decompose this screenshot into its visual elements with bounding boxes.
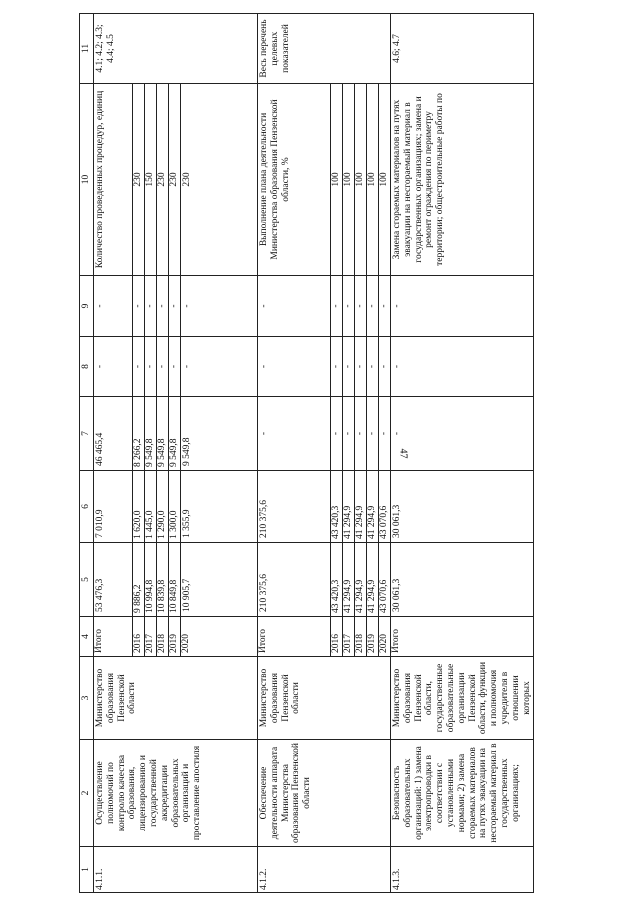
cell-c6: 1 445,0 — [145, 471, 157, 543]
cell-c6: 1 355,9 — [181, 471, 258, 543]
cell-c7: - — [355, 397, 367, 471]
cell-c9: - — [145, 276, 157, 337]
total-label: Итого — [258, 617, 331, 657]
target-indicators: 4.6; 4.7 — [391, 14, 534, 84]
year: 2017 — [343, 617, 355, 657]
cell-c9: - — [181, 276, 258, 337]
cell-c5: 9 886,2 — [133, 543, 145, 617]
cell-c7: - — [367, 397, 379, 471]
col-header: 4 — [80, 617, 94, 657]
cell-c7: - — [258, 397, 331, 471]
cell-c8: - — [145, 337, 157, 397]
cell-c7: 8 266,2 — [133, 397, 145, 471]
target-indicators: Весь перечень целевых показателей — [258, 14, 391, 84]
cell-c9: - — [94, 276, 133, 337]
cell-c6: 7 010,9 — [94, 471, 133, 543]
row-code: 4.1.1. — [94, 847, 258, 893]
indicator: Количество проведенных процедур, единиц — [94, 84, 133, 276]
cell-c7: - — [391, 397, 534, 471]
cell-c5: 41 294,9 — [343, 543, 355, 617]
cell-c8: - — [181, 337, 258, 397]
cell-c5: 53 476,3 — [94, 543, 133, 617]
cell-c8: - — [355, 337, 367, 397]
indicator: Выполнение плана деятельности Министерства образования Пензенской области, % — [258, 84, 331, 276]
cell-c6: 1 290,0 — [157, 471, 169, 543]
year: 2016 — [133, 617, 145, 657]
cell-c5: 43 070,6 — [379, 543, 391, 617]
col-header: 9 — [80, 276, 94, 337]
cell-c9: - — [157, 276, 169, 337]
year: 2020 — [181, 617, 258, 657]
cell-c10: 100 — [343, 84, 355, 276]
table-row — [94, 14, 133, 893]
col-header: 3 — [80, 657, 94, 740]
cell-c8: - — [258, 337, 331, 397]
cell-c10: 100 — [355, 84, 367, 276]
cell-c5: 43 420,3 — [331, 543, 343, 617]
total-label: Итого — [391, 617, 534, 657]
total-label: Итого — [94, 617, 133, 657]
cell-c8: - — [94, 337, 133, 397]
cell-c9: - — [391, 276, 534, 337]
col-header: 10 — [80, 84, 94, 276]
cell-c9: - — [133, 276, 145, 337]
cell-c8: - — [391, 337, 534, 397]
cell-c7: 46 465,4 — [94, 397, 133, 471]
table-row — [391, 14, 534, 893]
table-row — [258, 14, 331, 893]
cell-c7: 9 549,8 — [145, 397, 157, 471]
cell-c10: 100 — [379, 84, 391, 276]
cell-c5: 41 294,9 — [355, 543, 367, 617]
cell-c5: 210 375,6 — [258, 543, 331, 617]
cell-c5: 10 994,8 — [145, 543, 157, 617]
cell-c5: 10 839,8 — [157, 543, 169, 617]
year: 2017 — [145, 617, 157, 657]
cell-c9: - — [343, 276, 355, 337]
year: 2019 — [169, 617, 181, 657]
rotated-page — [79, 14, 620, 893]
cell-c9: - — [331, 276, 343, 337]
row-org: Министерство образования Пензенской области — [258, 657, 391, 740]
cell-c6: 43 070,6 — [379, 471, 391, 543]
row-name: Осуществление полномочий по контролю качества образования, лицензированию и государственной аккредитации образовательных организаций и проставление апостиля — [94, 740, 258, 847]
cell-c5: 10 905,7 — [181, 543, 258, 617]
year: 2018 — [355, 617, 367, 657]
cell-c10: 230 — [181, 84, 258, 276]
col-header: 1 — [80, 847, 94, 893]
cell-c7: - — [331, 397, 343, 471]
col-header: 6 — [80, 471, 94, 543]
col-header: 11 — [80, 14, 94, 84]
row-name: Безопасность образовательных организаций: 1) замена электропроводки в соответствии с установленными нормами; 2) замена сгораемых материалов на путях эвакуации на несгораемый материал в государственных организациях; — [391, 740, 534, 847]
col-header: 5 — [80, 543, 94, 617]
cell-c8: - — [343, 337, 355, 397]
cell-c9: - — [258, 276, 331, 337]
col-header: 8 — [80, 337, 94, 397]
cell-c10: 230 — [133, 84, 145, 276]
col-header: 7 — [80, 397, 94, 471]
cell-c9: - — [379, 276, 391, 337]
cell-c7: 9 549,8 — [157, 397, 169, 471]
row-org: Министерство образования Пензенской области — [94, 657, 258, 740]
year: 2019 — [367, 617, 379, 657]
cell-c5: 30 061,3 — [391, 543, 534, 617]
col-header: 2 — [80, 740, 94, 847]
cell-c5: 41 294,9 — [367, 543, 379, 617]
cell-c9: - — [367, 276, 379, 337]
cell-c10: 230 — [169, 84, 181, 276]
cell-c8: - — [331, 337, 343, 397]
program-table — [79, 13, 534, 893]
indicator: Замена сгораемых материалов на путях эвакуации на несгораемый материал в государственных организациях; замена и ремонт ограждения по периметру территории; общестроительные работы по — [391, 84, 534, 276]
year: 2020 — [379, 617, 391, 657]
cell-c7: - — [379, 397, 391, 471]
cell-c8: - — [379, 337, 391, 397]
cell-c6: 41 294,9 — [355, 471, 367, 543]
row-org: Министерство образования Пензенской области, государственные образовательные организации Пензенской области, функции и полномочия учредителя в отношении которых — [391, 657, 534, 740]
cell-c8: - — [367, 337, 379, 397]
cell-c10: 100 — [331, 84, 343, 276]
row-code: 4.1.3. — [391, 847, 534, 893]
cell-c10: 230 — [157, 84, 169, 276]
cell-c9: - — [355, 276, 367, 337]
page-number: 47 — [397, 448, 409, 459]
row-name: Обеспечение деятельности аппарата Министерства образования Пензенской области — [258, 740, 391, 847]
cell-c6: 1 300,0 — [169, 471, 181, 543]
cell-c7: - — [343, 397, 355, 471]
year: 2018 — [157, 617, 169, 657]
cell-c7: 9 549,8 — [181, 397, 258, 471]
cell-c5: 10 849,8 — [169, 543, 181, 617]
cell-c6: 43 420,3 — [331, 471, 343, 543]
target-indicators: 4.1; 4.2; 4.3; 4.4; 4.5 — [94, 14, 258, 84]
cell-c7: 9 549,8 — [169, 397, 181, 471]
cell-c10: 100 — [367, 84, 379, 276]
cell-c8: - — [157, 337, 169, 397]
header-row — [80, 14, 94, 893]
cell-c10: 150 — [145, 84, 157, 276]
cell-c6: 1 620,0 — [133, 471, 145, 543]
cell-c6: 30 061,3 — [391, 471, 534, 543]
year: 2016 — [331, 617, 343, 657]
row-code: 4.1.2. — [258, 847, 391, 893]
cell-c8: - — [169, 337, 181, 397]
cell-c9: - — [169, 276, 181, 337]
cell-c6: 210 375,6 — [258, 471, 331, 543]
cell-c8: - — [133, 337, 145, 397]
cell-c6: 41 294,9 — [343, 471, 355, 543]
cell-c6: 41 294,9 — [367, 471, 379, 543]
